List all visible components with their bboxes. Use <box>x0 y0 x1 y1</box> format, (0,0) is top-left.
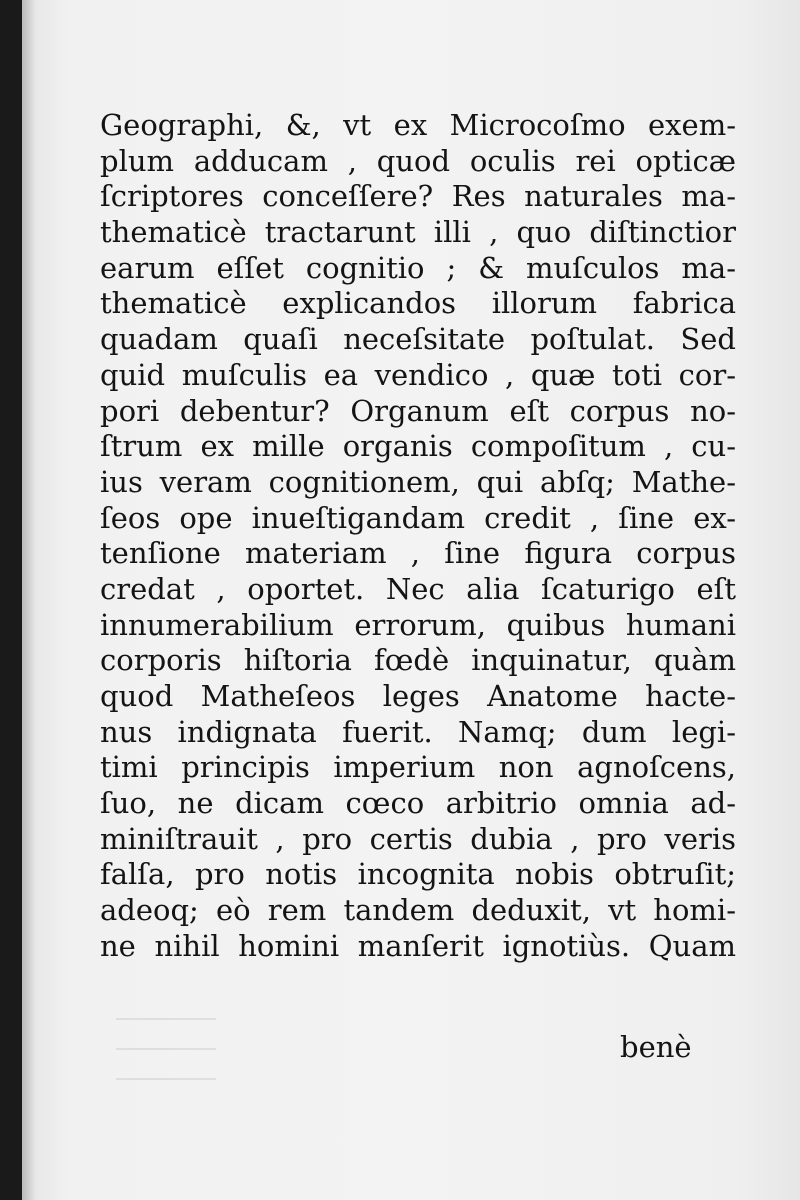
text-line: Geographi, &, vt ex Microcoſmo exem- <box>100 108 736 142</box>
text-line: ſtrum ex mille organis compoſitum , cu- <box>100 429 736 464</box>
text-line: thematicè tractarunt illi , quo diſtinctior <box>100 215 736 250</box>
text-line: timi principis imperium non agnoſcens, <box>100 750 736 785</box>
text-line: ſuo, ne dicam cœco arbitrio omnia ad- <box>100 786 736 821</box>
catchword: benè <box>620 1030 692 1064</box>
ink-bleed-through <box>116 1000 216 1080</box>
text-line: ius veram cognitionem, qui abſq; Mathe- <box>100 464 736 499</box>
text-line: pori debentur? Organum eſt corpus no- <box>100 393 736 428</box>
text-line: credat , oportet. Nec alia ſcaturigo eſt <box>100 571 736 606</box>
text-line: ne nihil homini manſerit ignotiùs. Quam <box>100 928 736 963</box>
body-text <box>100 108 736 965</box>
text-line: adeoq; eò rem tandem deduxit, vt homi- <box>100 893 736 928</box>
text-line: ſcriptores conceſſere? Res naturales ma- <box>100 179 736 214</box>
text-line: quid muſculis ea vendico , quæ toti cor- <box>100 357 736 392</box>
binding-shadow <box>22 0 36 1200</box>
text-line: falſa, pro notis incognita nobis obtruſit; <box>100 857 736 892</box>
text-line: miniſtrauit , pro certis dubia , pro veris <box>100 821 736 856</box>
text-line: innumerabilium errorum, quibus humani <box>100 607 736 642</box>
text-line: corporis hiſtoria fœdè inquinatur, quàm <box>100 643 736 678</box>
text-line: quod Matheſeos leges Anatome hacte- <box>100 679 736 713</box>
text-line: thematicè explicandos illorum fabrica <box>100 286 736 321</box>
text-line: tenſione materiam , ſine figura corpus <box>100 536 736 571</box>
text-line: quadam quaſi neceſsitate poſtulat. Sed <box>100 322 736 357</box>
text-line: earum eſſet cognitio ; & muſculos ma- <box>100 250 736 285</box>
text-line: ſeos ope inueſtigandam credit , ſine ex- <box>100 500 736 535</box>
text-line: plum adducam , quod oculis rei opticæ <box>100 143 736 178</box>
text-line: nus indignata fuerit. Namq; dum legi- <box>100 714 736 749</box>
